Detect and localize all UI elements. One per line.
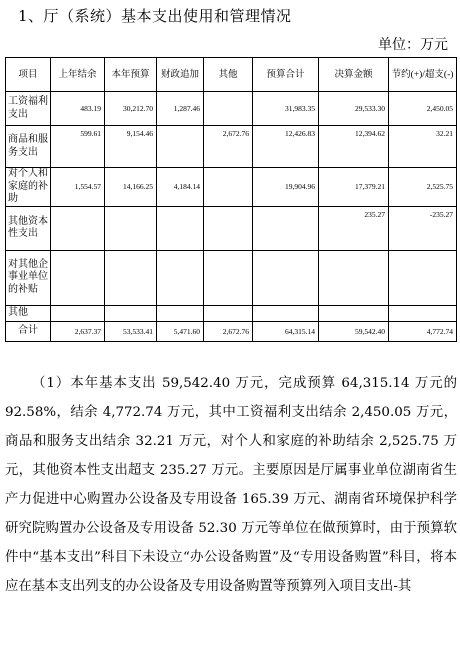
cell-budget: 9,154.46 [105,126,157,168]
table-row [6,168,457,207]
cell-other: 2,672.76 [204,321,253,341]
table-row [6,92,457,126]
cell-finance-add [157,305,204,321]
cell-other [204,92,253,126]
header-budget-total: 预算合计 [253,58,319,92]
cell-budget-total: 19,904.96 [253,168,319,207]
cell-saving: 2,450.05 [389,92,457,126]
row-item: 其他 [6,305,51,321]
cell-budget-total: 12,426.83 [253,126,319,168]
explanation-paragraph: （1）本年基本支出 59,542.40 万元，完成预算 64,315.14 万元的 92.58%，结余 4,772.74 万元，其中工资福利支出结余 2,450.05 万元，商品和服务支出结余 32.21 万元，对个人和家庭的补助结余 2,525.75 万元，其他资本性支出超支 235.27 万元。主要原因是厅属事业单位湖南省生产力促进中心购置办公设备及专用设备 165.39 万元、湖南省环境保护科学研究院购置办公设备及专用设备 52.30 万元等单位在做预算时，由于预算软件中“基本支出”科目下未设立“办公设备购置”及“专用设备购置”科目，将本应在基本支出列支的办公设备及专用设备购置等预算列入项目支出-其 [5,376,457,594]
cell-final-amount: 235.27 [319,206,389,250]
cell-budget [105,305,157,321]
cell-finance-add: 1,287.46 [157,92,204,126]
unit-label: 单位：万元 [378,37,448,53]
cell-final-amount: 17,379.21 [319,168,389,207]
row-item: 其他资本性支出 [6,206,51,250]
section-title: 1、厅（系统）基本支出使用和管理情况 [18,7,292,25]
header-finance-add: 财政追加 [157,58,204,92]
table-total-row [6,321,457,341]
row-item: 合计 [6,321,51,341]
cell-prior-balance: 599.61 [51,126,105,168]
cell-finance-add [157,206,204,250]
cell-finance-add: 4,184.14 [157,168,204,207]
table-row [6,305,457,321]
cell-prior-balance: 2,637.37 [51,321,105,341]
cell-final-amount: 12,394.62 [319,126,389,168]
table-row [6,250,457,305]
row-item: 商品和服务支出 [6,126,51,168]
cell-final-amount: 59,542.40 [319,321,389,341]
cell-final-amount: 29,533.30 [319,92,389,126]
cell-prior-balance [51,305,105,321]
row-item: 对个人和家庭的补助 [6,168,51,207]
table-row [6,126,457,168]
table-row [6,206,457,250]
cell-saving [389,250,457,305]
row-item: 对其他企事业单位的补贴 [6,250,51,305]
cell-saving: 32.21 [389,126,457,168]
cell-saving [389,305,457,321]
header-final-amount: 决算金额 [319,58,389,92]
cell-budget [105,250,157,305]
cell-saving: 4,772.74 [389,321,457,341]
cell-budget: 30,212.70 [105,92,157,126]
cell-final-amount [319,305,389,321]
cell-prior-balance [51,250,105,305]
cell-other [204,305,253,321]
cell-prior-balance: 483.19 [51,92,105,126]
cell-budget-total: 64,315.14 [253,321,319,341]
cell-budget-total: 31,983.35 [253,92,319,126]
header-prior-balance: 上年结余 [51,58,105,92]
cell-budget [105,206,157,250]
cell-saving: 2,525.75 [389,168,457,207]
cell-prior-balance: 1,554.57 [51,168,105,207]
header-saving: 节约(+)/超支(-) [389,58,457,92]
cell-other: 2,672.76 [204,126,253,168]
cell-finance-add [157,250,204,305]
cell-budget: 14,166.25 [105,168,157,207]
header-item: 项目 [6,58,51,92]
basic-expenditure-table [5,57,457,342]
cell-budget-total [253,250,319,305]
cell-other [204,206,253,250]
cell-saving: -235.27 [389,206,457,250]
cell-finance-add [157,126,204,168]
header-other: 其他 [204,58,253,92]
cell-budget-total [253,305,319,321]
cell-budget: 53,533.41 [105,321,157,341]
cell-finance-add: 5,471.60 [157,321,204,341]
cell-other [204,250,253,305]
table-header-row [6,58,457,92]
cell-prior-balance [51,206,105,250]
cell-budget-total [253,206,319,250]
row-item: 工资福利支出 [6,92,51,126]
cell-final-amount [319,250,389,305]
header-budget: 本年预算 [105,58,157,92]
cell-other [204,168,253,207]
